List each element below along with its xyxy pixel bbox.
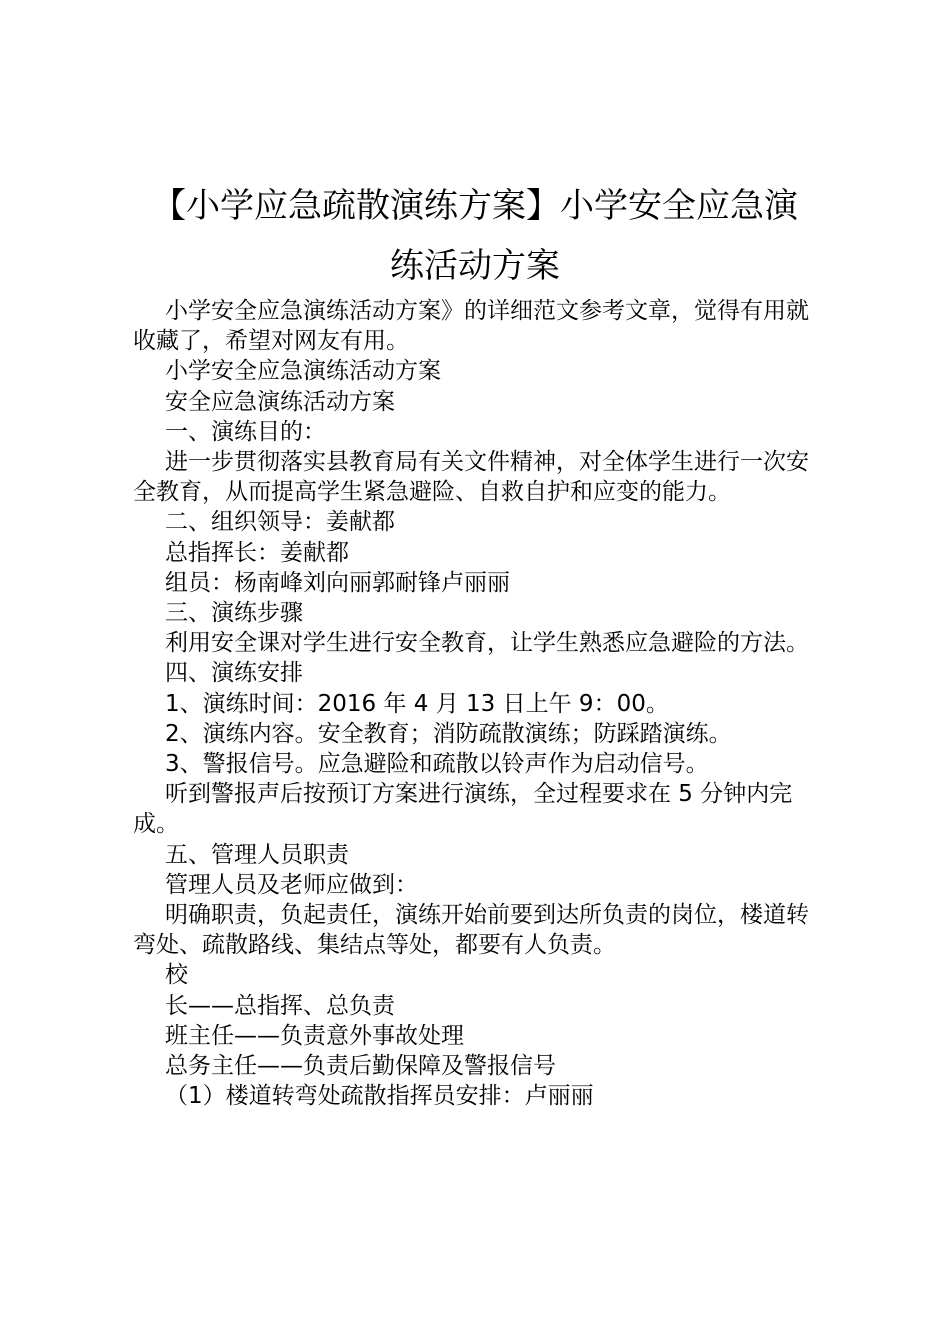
paragraph: 校 [165, 962, 188, 989]
section-heading: 四、演练安排 [165, 660, 303, 687]
paragraph: 班主任——负责意外事故处理 [165, 1022, 464, 1049]
section-heading: 一、演练目的： [165, 418, 326, 445]
paragraph: 小学安全应急演练活动方案》的详细范文参考文章，觉得有用就收藏了，希望对网友有用。 [133, 298, 809, 355]
paragraph: 长——总指挥、总负责 [165, 992, 395, 1019]
document-body [133, 296, 823, 1111]
paragraph: 组员：杨南峰刘向丽郭耐锋卢丽丽 [165, 569, 510, 596]
list-item: 2、演练内容。安全教育；消防疏散演练；防踩踏演练。 [165, 720, 732, 747]
list-item: （1）楼道转弯处疏散指挥员安排：卢丽丽 [165, 1083, 594, 1110]
section-heading: 二、组织领导：姜献都 [165, 509, 395, 536]
section-heading: 三、演练步骤 [165, 600, 303, 627]
paragraph: 利用安全课对学生进行安全教育，让学生熟悉应急避险的方法。 [165, 630, 809, 657]
document-title-line-1: 【小学应急疏散演练方案】小学安全应急演 [152, 186, 798, 226]
paragraph: 进一步贯彻落实县教育局有关文件精神，对全体学生进行一次安全教育，从而提高学生紧急避险、自救自护和应变的能力。 [133, 449, 809, 506]
paragraph: 总指挥长：姜献都 [165, 539, 349, 566]
paragraph: 听到警报声后按预订方案进行演练，全过程要求在 5 分钟内完成。 [133, 781, 793, 838]
paragraph: 总务主任——负责后勤保障及警报信号 [165, 1053, 556, 1080]
list-item: 3、警报信号。应急避险和疏散以铃声作为启动信号。 [165, 751, 709, 778]
paragraph: 管理人员及老师应做到： [165, 871, 418, 898]
paragraph: 安全应急演练活动方案 [165, 388, 395, 415]
list-item: 1、演练时间：2016 年 4 月 13 日上午 9：00。 [165, 690, 669, 717]
paragraph: 小学安全应急演练活动方案 [165, 358, 441, 385]
paragraph: 明确职责，负起责任，演练开始前要到达所负责的岗位，楼道转弯处、疏散路线、集结点等处，都要有人负责。 [133, 902, 809, 959]
section-heading: 五、管理人员职责 [165, 841, 349, 868]
document-title-line-2: 练活动方案 [390, 246, 560, 286]
